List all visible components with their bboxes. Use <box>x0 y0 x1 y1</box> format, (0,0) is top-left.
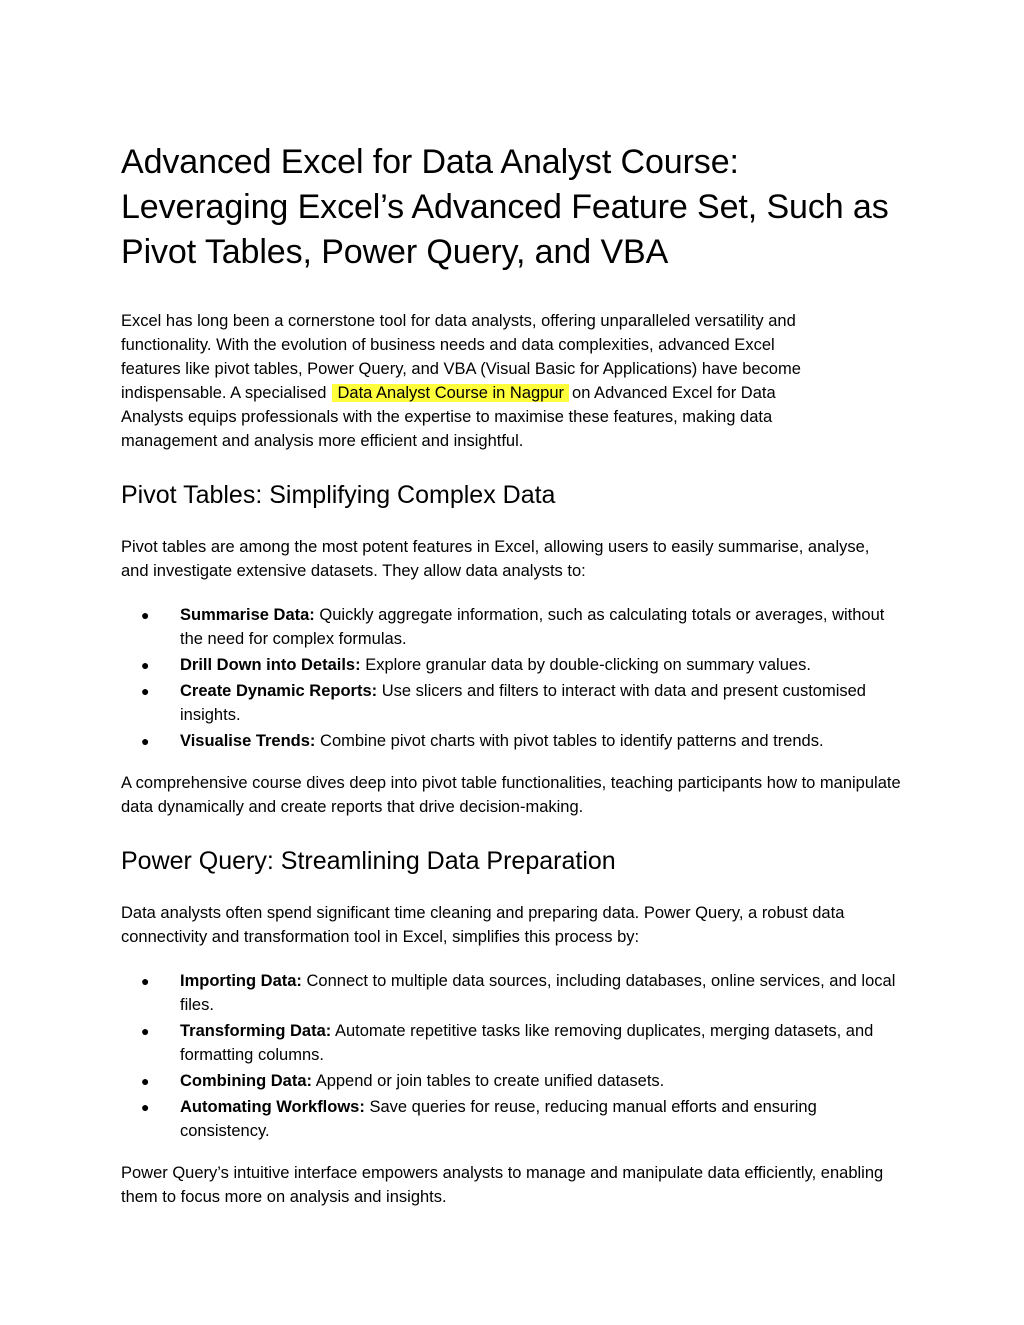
bullet-icon: ● <box>141 1073 150 1089</box>
intro-line-1: Excel has long been a cornerstone tool for data analysts, offering unparalleled versatility and <box>121 312 796 330</box>
bullet-icon: ● <box>141 1099 150 1115</box>
intro-paragraph <box>121 309 901 453</box>
pivot-list <box>121 603 901 753</box>
title-line-2: Leveraging Excel’s Advanced Feature Set, Such as <box>121 188 889 226</box>
list-item <box>121 1095 901 1143</box>
item-label: Automating Workflows: <box>180 1098 365 1116</box>
item-label: Transforming Data: <box>180 1022 332 1040</box>
item-label: Combining Data: <box>180 1072 312 1090</box>
intro-line-4-post: on Advanced Excel for Data <box>572 384 776 402</box>
list-item <box>121 969 901 1017</box>
intro-line-4 <box>121 381 901 405</box>
bullet-icon: ● <box>141 657 150 673</box>
page-title <box>121 140 901 275</box>
item-label: Importing Data: <box>180 972 302 990</box>
power-query-heading: Power Query: Streamlining Data Preparation <box>121 847 616 875</box>
bullet-icon: ● <box>141 1023 150 1039</box>
list-item <box>121 1069 901 1093</box>
bullet-icon: ● <box>141 973 150 989</box>
list-item <box>121 603 901 651</box>
list-item <box>121 1019 901 1067</box>
document-page <box>121 140 901 1209</box>
list-item <box>121 679 901 727</box>
intro-line-6: management and analysis more efficient and insightful. <box>121 432 524 450</box>
pivot-intro: Pivot tables are among the most potent features in Excel, allowing users to easily summarise, analyse, and investigate extensive datasets. They allow data analysts to: <box>121 538 870 580</box>
pivot-heading: Pivot Tables: Simplifying Complex Data <box>121 481 556 509</box>
item-label: Drill Down into Details: <box>180 656 361 674</box>
item-label: Summarise Data: <box>180 606 315 624</box>
power-query-intro: Data analysts often spend significant time cleaning and preparing data. Power Query, a robust data connectivity and transformation tool in Excel, simplifies this process by: <box>121 904 845 946</box>
title-line-1: Advanced Excel for Data Analyst Course: <box>121 143 739 181</box>
item-text: Combine pivot charts with pivot tables to identify patterns and trends. <box>320 732 824 750</box>
power-query-list <box>121 969 901 1143</box>
item-text: Append or join tables to create unified datasets. <box>315 1072 665 1090</box>
title-line-3: Pivot Tables, Power Query, and VBA <box>121 233 669 271</box>
course-link[interactable]: Data Analyst Course in Nagpur <box>332 384 569 402</box>
list-item <box>121 729 901 753</box>
item-text: Explore granular data by double-clicking on summary values. <box>365 656 811 674</box>
pivot-outro: A comprehensive course dives deep into pivot table functionalities, teaching participants how to manipulate data dynamically and create reports that drive decision-making. <box>121 774 901 816</box>
bullet-icon: ● <box>141 733 150 749</box>
item-label: Create Dynamic Reports: <box>180 682 378 700</box>
item-label: Visualise Trends: <box>180 732 316 750</box>
item-text: Quickly aggregate information, such as calculating totals or averages, without the need for complex formulas. <box>180 606 885 648</box>
intro-line-4-pre: indispensable. A specialised <box>121 384 327 402</box>
bullet-icon: ● <box>141 683 150 699</box>
intro-line-2: functionality. With the evolution of business needs and data complexities, advanced Excel <box>121 336 775 354</box>
intro-line-3: features like pivot tables, Power Query, and VBA (Visual Basic for Applications) have become <box>121 360 801 378</box>
intro-line-5: Analysts equips professionals with the expertise to maximise these features, making data <box>121 408 773 426</box>
bullet-icon: ● <box>141 607 150 623</box>
item-text: Use slicers and filters to interact with data and present customised insights. <box>180 682 866 724</box>
item-text: Save queries for reuse, reducing manual efforts and ensuring consistency. <box>180 1098 817 1140</box>
item-text: Connect to multiple data sources, including databases, online services, and local files. <box>180 972 896 1014</box>
power-query-outro: Power Query’s intuitive interface empowers analysts to manage and manipulate data efficiently, enabling them to focus more on analysis and insights. <box>121 1164 884 1206</box>
item-text: Automate repetitive tasks like removing duplicates, merging datasets, and formatting columns. <box>180 1022 874 1064</box>
list-item <box>121 653 901 677</box>
